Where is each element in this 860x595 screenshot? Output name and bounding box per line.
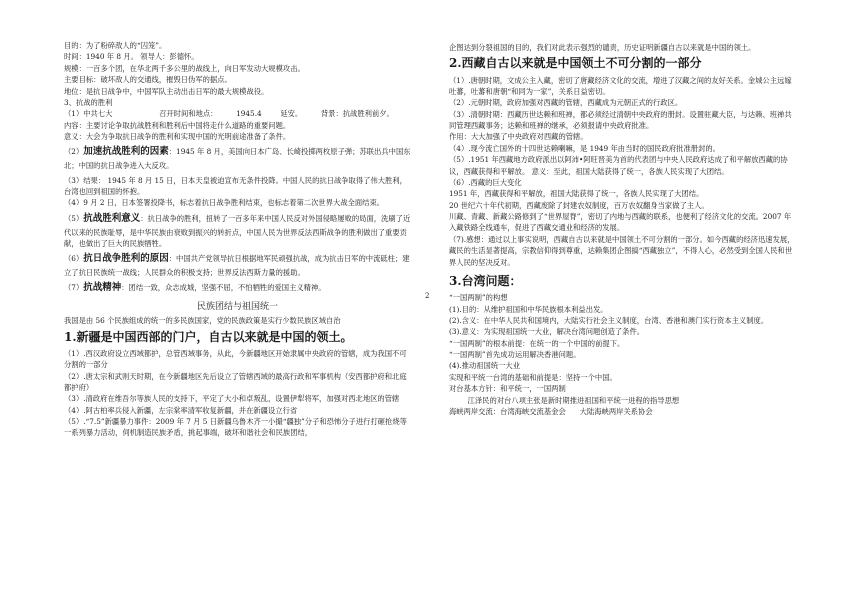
paragraph: 20 世纪六十年代初期，西藏废除了封建农奴制度，百万农奴翻身当家做了主人。 bbox=[449, 200, 709, 210]
qigong-line-1 bbox=[64, 108, 411, 119]
paragraph: （5）.1951 年西藏地方政府派出以阿沛•阿旺晋美为首的代表团与中央人民政府达成了和平解放西藏的协议，西藏获得和平解放。 意义：至此，祖国大陆获得了统一，各族人民实现了大团结。 bbox=[449, 155, 788, 176]
text-line: 意义：大会为争取抗日战争的胜利和实现中国的光明前途准备了条件。 bbox=[64, 132, 291, 141]
paragraph: （6）.西藏的巨大变化 bbox=[449, 177, 522, 187]
page-number: 2 bbox=[425, 292, 430, 300]
paragraph: 海峡两岸交流：台湾海峡交流基金会 大陆海峡两岸关系协会 bbox=[449, 406, 653, 416]
paragraph: （2）.唐太宗和武则天时期，在今新疆地区先后设立了管辖西域的最高行政和军事机构（安西都护府和北庭都护府） bbox=[64, 371, 407, 392]
qigong-background: 背景：抗战胜利前夕。 bbox=[320, 109, 394, 119]
paragraph: (2).含义：在中华人民共和国境内，大陆实行社会主义制度，台湾、香港和澳门实行资本主义制度。 bbox=[449, 315, 769, 325]
xinjiang-heading: 1.新疆是中国西部的门户，自古以来就是中国的领土。 bbox=[64, 329, 353, 344]
paragraph: “一国两制”的构想 bbox=[449, 293, 508, 303]
paragraph: (4).推动祖国统一大业 bbox=[449, 361, 521, 371]
tibet-heading: 2.西藏自古以来就是中国领土不可分割的一部分 bbox=[449, 56, 702, 71]
qigong-place: 延安。 bbox=[280, 109, 303, 119]
paragraph: （5）.“7.5”新疆暴力事件：2009 年 7 月 5 日新疆乌鲁木齐一小撮“疆独”分子和恐怖分子进行打砸抢烧等一系列暴力活动，伺机制造民族矛盾，挑起事端，破坏和谐社会和民族团结， bbox=[64, 417, 407, 438]
subheading: 抗日战争胜利的原因 bbox=[83, 253, 169, 265]
left-column bbox=[64, 40, 411, 439]
item-number: （7） bbox=[64, 283, 84, 293]
qigong-date: 1945.4 bbox=[236, 109, 262, 119]
factors-paragraph bbox=[64, 145, 411, 171]
paragraph: （4）.现今流亡国外的十四世达赖喇嘛，是 1949 年由当时的国民政府批准册封的。 bbox=[449, 143, 720, 153]
text-line: 目的：为了粉碎敌人的“囚笼”。 bbox=[64, 41, 167, 50]
paragraph: （4）.阿古柏率兵侵入新疆，左宗棠率清军收复新疆，并在新疆设立行省 bbox=[64, 405, 298, 415]
text-line: 3、抗战的胜利 bbox=[64, 97, 113, 107]
qigong-label: （1）中共七大 bbox=[64, 109, 113, 119]
text-line: 地位：是抗日战争中，中国军队主动出击日军的最大规模战役。 bbox=[64, 86, 269, 96]
paragraph-text: ：抗日战争的胜利，扭转了一百多年来中国人民反对外国侵略屡败的局面，洗刷了近代以来的民族耻辱，是中华民族由衰败到振兴的转折点，中国人民为世界反法西斯战争的胜利做出了重要贡献，也做出了巨大的民族牺牲。 bbox=[64, 213, 411, 248]
paragraph: （3）.清朝时期：西藏历世达赖和班禅，都必须经过清朝中央政府的册封。设置驻藏大臣，与达赖、班禅共同管理西藏事务；达赖和班禅的继承，必须报请中央政府批准。 bbox=[449, 109, 792, 131]
paragraph: “一国两制”首先成功运用解决香港问题。 bbox=[449, 350, 581, 359]
paragraph: （3）结果： 1945 年 8 月 15 日，日本天皇被迫宣布无条件投降。中国人民的抗日战争取得了伟大胜利，台湾也回到祖国的怀抱。 bbox=[64, 175, 407, 196]
text-line: 主要目标：破坏敌人的交通线，摧毁日伪军的据点。 bbox=[64, 75, 232, 85]
paragraph: “一国两制”的根本前提：在统一的一个中国的前提下。 bbox=[449, 338, 625, 348]
paragraph: 企图达到分裂祖国的目的，我们对此表示强烈的谴责，历史证明新疆自古以来就是中国的领土。 bbox=[449, 43, 756, 52]
paragraph: （1）.西汉政府设立西域都护，总管西域事务，从此，今新疆地区开始隶属中央政府的管辖，成为我国不可分割的一部分 bbox=[64, 348, 407, 370]
paragraph: (3).意义：为实现祖国统一大业，解决台湾问题创造了条件。 bbox=[449, 327, 645, 337]
paragraph-text: ：团结一致，众志成城，坚强不屈，不怕牺牲的爱国主义精神。 bbox=[121, 283, 326, 293]
paragraph: （7).感想：通过以上事实说明，西藏自古以来就是中国领土不可分割的一部分。如今西藏的经济迅速发展，藏民的生活显著提高，宗教信仰得到尊重，达赖集团企图搞“西藏独立”，不得人心，必然受到全国人民和世界人民的坚决反对。 bbox=[449, 234, 795, 267]
subheading: 加速抗战胜利的因素 bbox=[83, 146, 169, 158]
paragraph: 江泽民的对台八项主张是新时期推进祖国和平统一进程的指导思想 bbox=[449, 395, 680, 405]
taiwan-heading: 3.台湾问题： bbox=[449, 273, 522, 288]
qigong-time-label: 召开时间和地点： bbox=[159, 109, 218, 119]
paragraph: (1).目的：从维护祖国和中华民族根本利益出发。 bbox=[449, 304, 608, 314]
item-number: （6） bbox=[64, 254, 84, 264]
paragraph: 对台基本方针：和平统一，一国两制 bbox=[449, 384, 566, 394]
paragraph: （2）.元朝时期，政府加强对西藏的管辖，西藏成为元朝正式的行政区。 bbox=[449, 98, 683, 108]
subheading: 抗战胜利意义 bbox=[83, 212, 141, 224]
paragraph: 1951 年，西藏获得和平解放，祖国大陆获得了统一，各族人民实现了大团结。 bbox=[449, 189, 704, 199]
paragraph: 实现和平统一台湾的基础和前提是：坚持一个中国。 bbox=[449, 372, 617, 382]
significance-paragraph bbox=[64, 212, 411, 250]
subheading: 抗战精神 bbox=[83, 282, 122, 294]
paragraph: （4）9 月 2 日，日本签署投降书，标志着抗日战争胜利结束，也标志着第二次世界大战全面结束。 bbox=[64, 198, 385, 208]
paragraph-text: ：1945 年 8 月，美国向日本广岛、长崎投掷两枚原子弹；苏联出兵中国东北；中国的抗日战争进入大反攻。 bbox=[64, 147, 411, 171]
paragraph: （1）.唐朝时期，文成公主入藏，密切了唐藏经济文化的交流，增进了汉藏之间的友好关系。金城公主远嫁吐蕃，吐蕃和唐朝“和同为一家”，关系日益密切。 bbox=[449, 75, 792, 96]
text-line: 内容：主要讨论争取抗战胜利和胜利后中国将走什么道路的重要问题。 bbox=[64, 120, 291, 130]
text-line: 时间：1940 年 8 月。 领导人：彭德怀。 bbox=[64, 52, 199, 62]
paragraph: 作用：大大加强了中央政府对西藏的管辖。 bbox=[449, 132, 588, 142]
text-line: 规模：一百多个团，在华北两千多公里的战线上，向日军发动大规模攻击。 bbox=[64, 63, 305, 73]
reasons-paragraph bbox=[64, 252, 411, 278]
item-number: （5） bbox=[64, 213, 84, 223]
paragraph-text: ：中国共产党领导抗日根据地军民顽强抗战，成为抗击日军的中流砥柱；建立了抗日民族统一战线；人民群众的积极支持；世界反法西斯力量的援助。 bbox=[64, 254, 410, 278]
paragraph: 川藏、青藏、新藏公路修到了“世界屋脊”，密切了内地与西藏的联系，也便利了经济文化的交流。2007 年入藏铁路全线通车，促进了西藏交通业和经济的发展。 bbox=[449, 212, 792, 233]
item-number: （2） bbox=[64, 147, 84, 157]
right-column bbox=[449, 42, 797, 417]
section-title: 民族团结与祖国统一 bbox=[196, 302, 278, 313]
paragraph: （3）.清政府在维吾尔等族人民的支持下，平定了大小和卓叛乱，设置伊犁将军，加强对西北地区的管辖 bbox=[64, 394, 400, 404]
section-intro: 我国是由 56 个民族组成的统一的多民族国家，党的民族政策是实行少数民族区域自治 bbox=[64, 316, 341, 326]
spirit-paragraph bbox=[64, 281, 411, 296]
